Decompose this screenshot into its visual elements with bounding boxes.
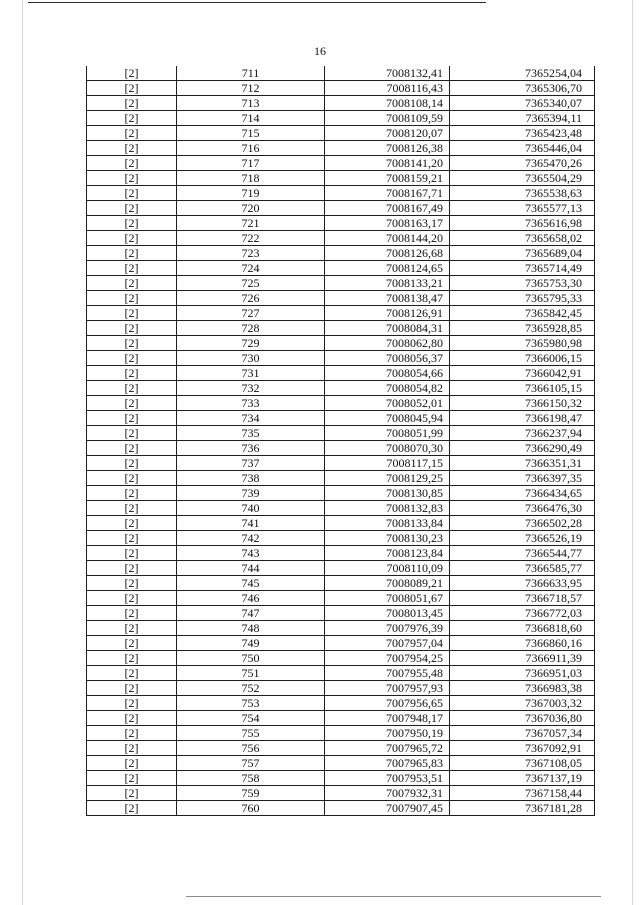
x-coordinate-cell: 7008130,23 bbox=[325, 531, 450, 546]
table-row bbox=[87, 606, 595, 621]
y-coordinate-cell: 7367092,91 bbox=[450, 741, 595, 756]
source-ref-cell: [2] bbox=[87, 141, 177, 156]
x-coordinate-cell: 7008117,15 bbox=[325, 456, 450, 471]
point-number-cell: 719 bbox=[177, 186, 325, 201]
y-coordinate-cell: 7366150,32 bbox=[450, 396, 595, 411]
y-coordinate-cell: 7366860,16 bbox=[450, 636, 595, 651]
source-ref-cell: [2] bbox=[87, 66, 177, 81]
x-coordinate-cell: 7008126,38 bbox=[325, 141, 450, 156]
table-row bbox=[87, 126, 595, 141]
table-row bbox=[87, 81, 595, 96]
x-coordinate-cell: 7007907,45 bbox=[325, 801, 450, 816]
point-number-cell: 746 bbox=[177, 591, 325, 606]
x-coordinate-cell: 7008144,20 bbox=[325, 231, 450, 246]
table-row bbox=[87, 546, 595, 561]
y-coordinate-cell: 7366772,03 bbox=[450, 606, 595, 621]
source-ref-cell: [2] bbox=[87, 696, 177, 711]
point-number-cell: 741 bbox=[177, 516, 325, 531]
source-ref-cell: [2] bbox=[87, 441, 177, 456]
table-row bbox=[87, 171, 595, 186]
y-coordinate-cell: 7367003,32 bbox=[450, 696, 595, 711]
table-row bbox=[87, 786, 595, 801]
point-number-cell: 728 bbox=[177, 321, 325, 336]
x-coordinate-cell: 7008123,84 bbox=[325, 546, 450, 561]
source-ref-cell: [2] bbox=[87, 621, 177, 636]
y-coordinate-cell: 7365340,07 bbox=[450, 96, 595, 111]
y-coordinate-cell: 7365753,30 bbox=[450, 276, 595, 291]
y-coordinate-cell: 7365795,33 bbox=[450, 291, 595, 306]
x-coordinate-cell: 7008045,94 bbox=[325, 411, 450, 426]
x-coordinate-cell: 7008109,59 bbox=[325, 111, 450, 126]
y-coordinate-cell: 7366526,19 bbox=[450, 531, 595, 546]
point-number-cell: 736 bbox=[177, 441, 325, 456]
x-coordinate-cell: 7008120,07 bbox=[325, 126, 450, 141]
y-coordinate-cell: 7366006,15 bbox=[450, 351, 595, 366]
table-row bbox=[87, 396, 595, 411]
table-row bbox=[87, 711, 595, 726]
table-row bbox=[87, 501, 595, 516]
source-ref-cell: [2] bbox=[87, 651, 177, 666]
y-coordinate-cell: 7366198,47 bbox=[450, 411, 595, 426]
point-number-cell: 711 bbox=[177, 66, 325, 81]
scan-border-top bbox=[28, 2, 486, 3]
source-ref-cell: [2] bbox=[87, 636, 177, 651]
x-coordinate-cell: 7008141,20 bbox=[325, 156, 450, 171]
source-ref-cell: [2] bbox=[87, 396, 177, 411]
y-coordinate-cell: 7365842,45 bbox=[450, 306, 595, 321]
x-coordinate-cell: 7008167,49 bbox=[325, 201, 450, 216]
source-ref-cell: [2] bbox=[87, 276, 177, 291]
point-number-cell: 724 bbox=[177, 261, 325, 276]
source-ref-cell: [2] bbox=[87, 456, 177, 471]
x-coordinate-cell: 7008116,43 bbox=[325, 81, 450, 96]
x-coordinate-cell: 7008126,91 bbox=[325, 306, 450, 321]
y-coordinate-cell: 7366585,77 bbox=[450, 561, 595, 576]
y-coordinate-cell: 7366434,65 bbox=[450, 486, 595, 501]
table-row bbox=[87, 741, 595, 756]
point-number-cell: 740 bbox=[177, 501, 325, 516]
y-coordinate-cell: 7366105,15 bbox=[450, 381, 595, 396]
source-ref-cell: [2] bbox=[87, 786, 177, 801]
point-number-cell: 715 bbox=[177, 126, 325, 141]
table-row bbox=[87, 636, 595, 651]
table-row bbox=[87, 321, 595, 336]
table-row bbox=[87, 216, 595, 231]
y-coordinate-cell: 7365446,04 bbox=[450, 141, 595, 156]
point-number-cell: 747 bbox=[177, 606, 325, 621]
table-row bbox=[87, 561, 595, 576]
point-number-cell: 714 bbox=[177, 111, 325, 126]
point-number-cell: 727 bbox=[177, 306, 325, 321]
point-number-cell: 713 bbox=[177, 96, 325, 111]
y-coordinate-cell: 7366290,49 bbox=[450, 441, 595, 456]
point-number-cell: 718 bbox=[177, 171, 325, 186]
table-row bbox=[87, 756, 595, 771]
table-row bbox=[87, 471, 595, 486]
point-number-cell: 716 bbox=[177, 141, 325, 156]
table-row bbox=[87, 621, 595, 636]
source-ref-cell: [2] bbox=[87, 711, 177, 726]
scan-edge-left bbox=[22, 0, 23, 905]
source-ref-cell: [2] bbox=[87, 216, 177, 231]
source-ref-cell: [2] bbox=[87, 801, 177, 816]
scan-border-bottom bbox=[186, 896, 601, 897]
source-ref-cell: [2] bbox=[87, 471, 177, 486]
table-row bbox=[87, 276, 595, 291]
point-number-cell: 723 bbox=[177, 246, 325, 261]
source-ref-cell: [2] bbox=[87, 201, 177, 216]
x-coordinate-cell: 7008108,14 bbox=[325, 96, 450, 111]
point-number-cell: 734 bbox=[177, 411, 325, 426]
point-number-cell: 759 bbox=[177, 786, 325, 801]
coordinates-table bbox=[86, 66, 595, 816]
table-row bbox=[87, 486, 595, 501]
point-number-cell: 755 bbox=[177, 726, 325, 741]
y-coordinate-cell: 7365470,26 bbox=[450, 156, 595, 171]
x-coordinate-cell: 7008013,45 bbox=[325, 606, 450, 621]
point-number-cell: 742 bbox=[177, 531, 325, 546]
page-number: 16 bbox=[314, 44, 326, 58]
source-ref-cell: [2] bbox=[87, 726, 177, 741]
x-coordinate-cell: 7008056,37 bbox=[325, 351, 450, 366]
point-number-cell: 731 bbox=[177, 366, 325, 381]
y-coordinate-cell: 7366983,38 bbox=[450, 681, 595, 696]
y-coordinate-cell: 7367036,80 bbox=[450, 711, 595, 726]
x-coordinate-cell: 7008084,31 bbox=[325, 321, 450, 336]
point-number-cell: 744 bbox=[177, 561, 325, 576]
source-ref-cell: [2] bbox=[87, 426, 177, 441]
point-number-cell: 757 bbox=[177, 756, 325, 771]
table-row bbox=[87, 726, 595, 741]
x-coordinate-cell: 7008132,41 bbox=[325, 66, 450, 81]
table-row bbox=[87, 516, 595, 531]
source-ref-cell: [2] bbox=[87, 561, 177, 576]
x-coordinate-cell: 7007953,51 bbox=[325, 771, 450, 786]
y-coordinate-cell: 7367057,34 bbox=[450, 726, 595, 741]
y-coordinate-cell: 7366502,28 bbox=[450, 516, 595, 531]
x-coordinate-cell: 7007954,25 bbox=[325, 651, 450, 666]
table-row bbox=[87, 531, 595, 546]
source-ref-cell: [2] bbox=[87, 186, 177, 201]
y-coordinate-cell: 7365928,85 bbox=[450, 321, 595, 336]
source-ref-cell: [2] bbox=[87, 606, 177, 621]
table-row bbox=[87, 291, 595, 306]
y-coordinate-cell: 7366544,77 bbox=[450, 546, 595, 561]
x-coordinate-cell: 7007965,83 bbox=[325, 756, 450, 771]
x-coordinate-cell: 7007965,72 bbox=[325, 741, 450, 756]
source-ref-cell: [2] bbox=[87, 666, 177, 681]
x-coordinate-cell: 7008110,09 bbox=[325, 561, 450, 576]
x-coordinate-cell: 7007976,39 bbox=[325, 621, 450, 636]
x-coordinate-cell: 7008054,66 bbox=[325, 366, 450, 381]
x-coordinate-cell: 7008126,68 bbox=[325, 246, 450, 261]
x-coordinate-cell: 7008051,99 bbox=[325, 426, 450, 441]
table-row bbox=[87, 666, 595, 681]
x-coordinate-cell: 7008054,82 bbox=[325, 381, 450, 396]
point-number-cell: 729 bbox=[177, 336, 325, 351]
y-coordinate-cell: 7366237,94 bbox=[450, 426, 595, 441]
x-coordinate-cell: 7008070,30 bbox=[325, 441, 450, 456]
x-coordinate-cell: 7008130,85 bbox=[325, 486, 450, 501]
x-coordinate-cell: 7008133,21 bbox=[325, 276, 450, 291]
point-number-cell: 730 bbox=[177, 351, 325, 366]
x-coordinate-cell: 7007932,31 bbox=[325, 786, 450, 801]
y-coordinate-cell: 7366911,39 bbox=[450, 651, 595, 666]
y-coordinate-cell: 7365714,49 bbox=[450, 261, 595, 276]
point-number-cell: 721 bbox=[177, 216, 325, 231]
y-coordinate-cell: 7365980,98 bbox=[450, 336, 595, 351]
point-number-cell: 722 bbox=[177, 231, 325, 246]
point-number-cell: 735 bbox=[177, 426, 325, 441]
table-row bbox=[87, 96, 595, 111]
table-row bbox=[87, 306, 595, 321]
point-number-cell: 732 bbox=[177, 381, 325, 396]
table-row bbox=[87, 591, 595, 606]
source-ref-cell: [2] bbox=[87, 546, 177, 561]
table-row bbox=[87, 186, 595, 201]
table-row bbox=[87, 441, 595, 456]
point-number-cell: 738 bbox=[177, 471, 325, 486]
source-ref-cell: [2] bbox=[87, 351, 177, 366]
y-coordinate-cell: 7365616,98 bbox=[450, 216, 595, 231]
point-number-cell: 739 bbox=[177, 486, 325, 501]
source-ref-cell: [2] bbox=[87, 531, 177, 546]
x-coordinate-cell: 7008052,01 bbox=[325, 396, 450, 411]
table-row bbox=[87, 696, 595, 711]
table-row bbox=[87, 366, 595, 381]
y-coordinate-cell: 7365538,63 bbox=[450, 186, 595, 201]
point-number-cell: 745 bbox=[177, 576, 325, 591]
point-number-cell: 752 bbox=[177, 681, 325, 696]
y-coordinate-cell: 7365306,70 bbox=[450, 81, 595, 96]
y-coordinate-cell: 7366351,31 bbox=[450, 456, 595, 471]
source-ref-cell: [2] bbox=[87, 96, 177, 111]
y-coordinate-cell: 7366951,03 bbox=[450, 666, 595, 681]
x-coordinate-cell: 7008167,71 bbox=[325, 186, 450, 201]
source-ref-cell: [2] bbox=[87, 336, 177, 351]
x-coordinate-cell: 7007955,48 bbox=[325, 666, 450, 681]
y-coordinate-cell: 7365689,04 bbox=[450, 246, 595, 261]
y-coordinate-cell: 7366476,30 bbox=[450, 501, 595, 516]
table-row bbox=[87, 141, 595, 156]
y-coordinate-cell: 7365658,02 bbox=[450, 231, 595, 246]
table-row bbox=[87, 411, 595, 426]
y-coordinate-cell: 7367137,19 bbox=[450, 771, 595, 786]
source-ref-cell: [2] bbox=[87, 156, 177, 171]
x-coordinate-cell: 7007948,17 bbox=[325, 711, 450, 726]
source-ref-cell: [2] bbox=[87, 171, 177, 186]
source-ref-cell: [2] bbox=[87, 771, 177, 786]
table-row bbox=[87, 426, 595, 441]
source-ref-cell: [2] bbox=[87, 576, 177, 591]
source-ref-cell: [2] bbox=[87, 756, 177, 771]
table-row bbox=[87, 381, 595, 396]
y-coordinate-cell: 7365423,48 bbox=[450, 126, 595, 141]
point-number-cell: 725 bbox=[177, 276, 325, 291]
point-number-cell: 758 bbox=[177, 771, 325, 786]
table-row bbox=[87, 456, 595, 471]
source-ref-cell: [2] bbox=[87, 681, 177, 696]
source-ref-cell: [2] bbox=[87, 486, 177, 501]
source-ref-cell: [2] bbox=[87, 381, 177, 396]
source-ref-cell: [2] bbox=[87, 261, 177, 276]
source-ref-cell: [2] bbox=[87, 126, 177, 141]
x-coordinate-cell: 7008124,65 bbox=[325, 261, 450, 276]
source-ref-cell: [2] bbox=[87, 246, 177, 261]
source-ref-cell: [2] bbox=[87, 741, 177, 756]
y-coordinate-cell: 7365254,04 bbox=[450, 66, 595, 81]
x-coordinate-cell: 7008051,67 bbox=[325, 591, 450, 606]
source-ref-cell: [2] bbox=[87, 501, 177, 516]
table-row bbox=[87, 246, 595, 261]
point-number-cell: 733 bbox=[177, 396, 325, 411]
source-ref-cell: [2] bbox=[87, 321, 177, 336]
x-coordinate-cell: 7008133,84 bbox=[325, 516, 450, 531]
y-coordinate-cell: 7366818,60 bbox=[450, 621, 595, 636]
source-ref-cell: [2] bbox=[87, 591, 177, 606]
point-number-cell: 749 bbox=[177, 636, 325, 651]
source-ref-cell: [2] bbox=[87, 291, 177, 306]
point-number-cell: 726 bbox=[177, 291, 325, 306]
point-number-cell: 750 bbox=[177, 651, 325, 666]
y-coordinate-cell: 7365394,11 bbox=[450, 111, 595, 126]
point-number-cell: 748 bbox=[177, 621, 325, 636]
source-ref-cell: [2] bbox=[87, 366, 177, 381]
table-row bbox=[87, 156, 595, 171]
table-row bbox=[87, 576, 595, 591]
table-row bbox=[87, 651, 595, 666]
table-row bbox=[87, 261, 595, 276]
x-coordinate-cell: 7007957,93 bbox=[325, 681, 450, 696]
point-number-cell: 754 bbox=[177, 711, 325, 726]
point-number-cell: 720 bbox=[177, 201, 325, 216]
point-number-cell: 751 bbox=[177, 666, 325, 681]
x-coordinate-cell: 7007957,04 bbox=[325, 636, 450, 651]
source-ref-cell: [2] bbox=[87, 81, 177, 96]
x-coordinate-cell: 7008062,80 bbox=[325, 336, 450, 351]
scan-edge-right bbox=[632, 0, 633, 905]
point-number-cell: 760 bbox=[177, 801, 325, 816]
table-row bbox=[87, 681, 595, 696]
table-row bbox=[87, 336, 595, 351]
x-coordinate-cell: 7007950,19 bbox=[325, 726, 450, 741]
table-row bbox=[87, 66, 595, 81]
point-number-cell: 712 bbox=[177, 81, 325, 96]
y-coordinate-cell: 7366718,57 bbox=[450, 591, 595, 606]
source-ref-cell: [2] bbox=[87, 516, 177, 531]
table-row bbox=[87, 771, 595, 786]
x-coordinate-cell: 7007956,65 bbox=[325, 696, 450, 711]
point-number-cell: 737 bbox=[177, 456, 325, 471]
y-coordinate-cell: 7365504,29 bbox=[450, 171, 595, 186]
table-row bbox=[87, 201, 595, 216]
y-coordinate-cell: 7367181,28 bbox=[450, 801, 595, 816]
y-coordinate-cell: 7365577,13 bbox=[450, 201, 595, 216]
table-row bbox=[87, 801, 595, 816]
table-row bbox=[87, 111, 595, 126]
point-number-cell: 756 bbox=[177, 741, 325, 756]
source-ref-cell: [2] bbox=[87, 111, 177, 126]
y-coordinate-cell: 7367108,05 bbox=[450, 756, 595, 771]
x-coordinate-cell: 7008089,21 bbox=[325, 576, 450, 591]
point-number-cell: 753 bbox=[177, 696, 325, 711]
point-number-cell: 717 bbox=[177, 156, 325, 171]
y-coordinate-cell: 7366397,35 bbox=[450, 471, 595, 486]
table-row bbox=[87, 231, 595, 246]
x-coordinate-cell: 7008129,25 bbox=[325, 471, 450, 486]
x-coordinate-cell: 7008159,21 bbox=[325, 171, 450, 186]
x-coordinate-cell: 7008132,83 bbox=[325, 501, 450, 516]
coordinates-table-body bbox=[87, 66, 595, 816]
x-coordinate-cell: 7008138,47 bbox=[325, 291, 450, 306]
point-number-cell: 743 bbox=[177, 546, 325, 561]
y-coordinate-cell: 7366633,95 bbox=[450, 576, 595, 591]
y-coordinate-cell: 7366042,91 bbox=[450, 366, 595, 381]
source-ref-cell: [2] bbox=[87, 306, 177, 321]
y-coordinate-cell: 7367158,44 bbox=[450, 786, 595, 801]
table-row bbox=[87, 351, 595, 366]
source-ref-cell: [2] bbox=[87, 411, 177, 426]
source-ref-cell: [2] bbox=[87, 231, 177, 246]
x-coordinate-cell: 7008163,17 bbox=[325, 216, 450, 231]
